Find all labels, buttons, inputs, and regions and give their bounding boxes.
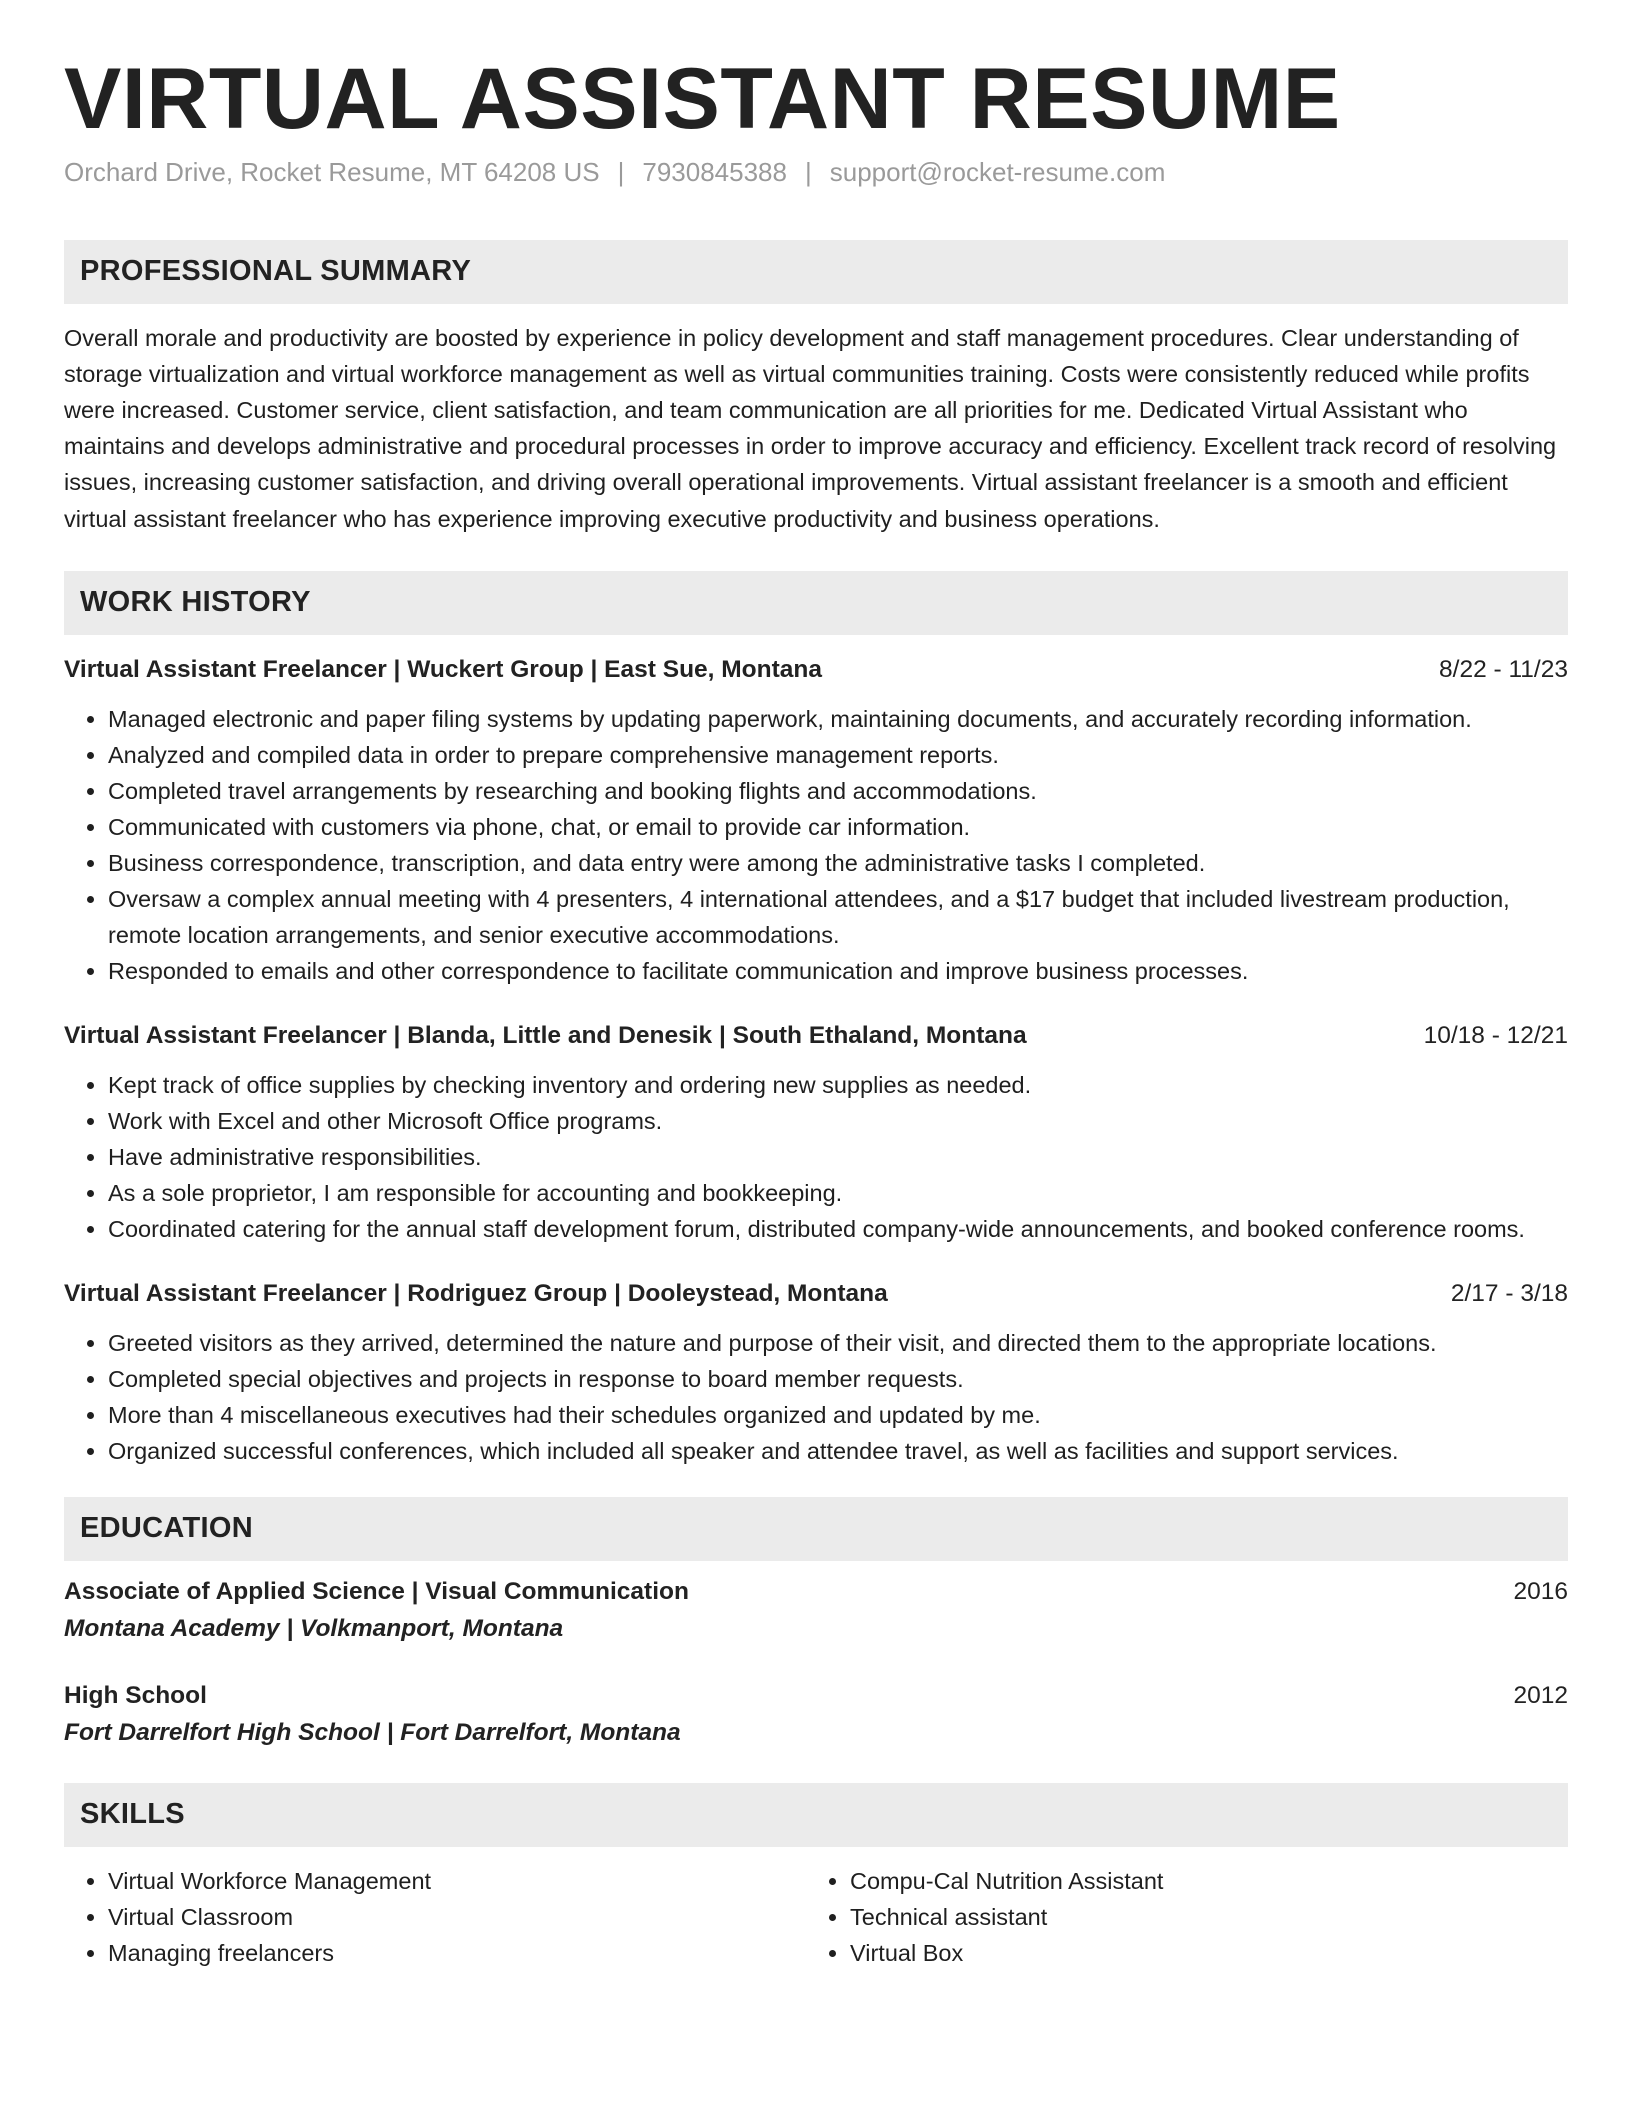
job-bullet: • More than 4 miscellaneous executives had their schedules organized and updated by me. <box>108 1397 1568 1433</box>
job-bullet: • As a sole proprietor, I am responsible for accounting and bookkeeping. <box>108 1175 1568 1211</box>
section-header-skills: SKILLS <box>64 1783 1568 1847</box>
job-bullet: • Greeted visitors as they arrived, determined the nature and purpose of their visit, and directed them to the appropriate locations. <box>108 1325 1568 1361</box>
job-bullet: • Responded to emails and other correspondence to facilitate communication and improve business processes. <box>108 953 1568 989</box>
education-school: Montana Academy | Volkmanport, Montana <box>64 1614 564 1642</box>
skill-item: • Virtual Classroom <box>108 1899 806 1935</box>
resume-title: VIRTUAL ASSISTANT RESUME <box>64 51 1341 147</box>
job-bullets <box>64 1067 1568 1247</box>
job-title: Virtual Assistant Freelancer | Rodriguez Group | Dooleystead, Montana <box>64 1279 888 1307</box>
skill-item: • Virtual Box <box>850 1935 1568 1971</box>
skill-item: • Compu-Cal Nutrition Assistant <box>850 1863 1568 1899</box>
job-bullet: • Managed electronic and paper filing systems by updating paperwork, maintaining documents, and accurately recording information. <box>108 701 1568 737</box>
contact-address: Orchard Drive, Rocket Resume, MT 64208 US <box>64 156 600 187</box>
skills-list <box>64 1863 1568 1971</box>
education-header <box>64 1679 1568 1713</box>
job-bullet: • Oversaw a complex annual meeting with 4 presenters, 4 international attendees, and a $17 budget that included livestream production, remote location arrangements, and senior executive accommodations. <box>108 881 1568 953</box>
job-entry <box>64 653 1568 989</box>
summary-text: Overall morale and productivity are boosted by experience in policy development and staff management procedures. Clear understanding of storage virtualization and virtual workforce management as well as virtual communities training. Costs were consistently reduced while profits were increased. Customer service, client satisfaction, and team communication are all priorities for me. Dedicated Virtual Assistant who maintains and develops administrative and procedural processes in order to improve accuracy and efficiency. Excellent track record of resolving issues, increasing customer satisfaction, and driving overall operational improvements. Virtual assistant freelancer is a smooth and efficient virtual assistant freelancer who has experience improving executive productivity and business operations. <box>64 324 1557 532</box>
education-year: 2012 <box>1513 1681 1568 1709</box>
skills-column-left <box>64 1863 806 1971</box>
job-bullet: • Completed travel arrangements by researching and booking flights and accommodations. <box>108 773 1568 809</box>
job-bullet: • Completed special objectives and projects in response to board member requests. <box>108 1361 1568 1397</box>
job-entry <box>64 1277 1568 1469</box>
contact-email: support@rocket-resume.com <box>829 156 1166 187</box>
skills-column-right <box>806 1863 1568 1971</box>
job-bullets <box>64 701 1568 989</box>
job-bullet: • Kept track of office supplies by checking inventory and ordering new supplies as needed. <box>108 1067 1568 1103</box>
job-header <box>64 1277 1568 1311</box>
skills-bullets-right <box>806 1863 1568 1971</box>
job-bullet: • Organized successful conferences, which included all speaker and attendee travel, as well as facilities and support services. <box>108 1433 1568 1469</box>
job-header <box>64 1019 1568 1053</box>
job-bullet: • Have administrative responsibilities. <box>108 1139 1568 1175</box>
job-bullet: • Communicated with customers via phone, chat, or email to provide car information. <box>108 809 1568 845</box>
education-year: 2016 <box>1513 1577 1568 1605</box>
education-degree: Associate of Applied Science | Visual Communication <box>64 1577 689 1605</box>
education-header <box>64 1575 1568 1609</box>
contact-separator: | <box>804 156 812 187</box>
section-header-work-history: WORK HISTORY <box>64 571 1568 635</box>
job-bullets <box>64 1325 1568 1469</box>
contact-line <box>64 157 1568 188</box>
contact-separator: | <box>617 156 625 187</box>
job-bullet: • Business correspondence, transcription, and data entry were among the administrative tasks I completed. <box>108 845 1568 881</box>
contact-phone: 7930845388 <box>642 156 787 187</box>
job-bullet: • Coordinated catering for the annual staff development forum, distributed company-wide announcements, and booked conference rooms. <box>108 1211 1568 1247</box>
education-school: Fort Darrelfort High School | Fort Darrelfort, Montana <box>64 1718 681 1746</box>
section-header-summary: PROFESSIONAL SUMMARY <box>64 240 1568 304</box>
job-title: Virtual Assistant Freelancer | Blanda, Little and Denesik | South Ethaland, Montana <box>64 1021 1027 1049</box>
education-entry <box>64 1575 1568 1649</box>
skill-item: • Technical assistant <box>850 1899 1568 1935</box>
job-dates: 10/18 - 12/21 <box>1423 1021 1568 1049</box>
job-dates: 2/17 - 3/18 <box>1450 1279 1568 1307</box>
job-entry <box>64 1019 1568 1247</box>
skill-item: • Managing freelancers <box>108 1935 806 1971</box>
job-dates: 8/22 - 11/23 <box>1439 655 1568 683</box>
education-degree: High School <box>64 1681 207 1709</box>
skill-item: • Virtual Workforce Management <box>108 1863 806 1899</box>
section-header-education: EDUCATION <box>64 1497 1568 1561</box>
skills-bullets-left <box>64 1863 806 1971</box>
job-header <box>64 653 1568 687</box>
job-title: Virtual Assistant Freelancer | Wuckert Group | East Sue, Montana <box>64 655 822 683</box>
job-bullet: • Work with Excel and other Microsoft Office programs. <box>108 1103 1568 1139</box>
education-entry <box>64 1679 1568 1753</box>
job-bullet: • Analyzed and compiled data in order to prepare comprehensive management reports. <box>108 737 1568 773</box>
